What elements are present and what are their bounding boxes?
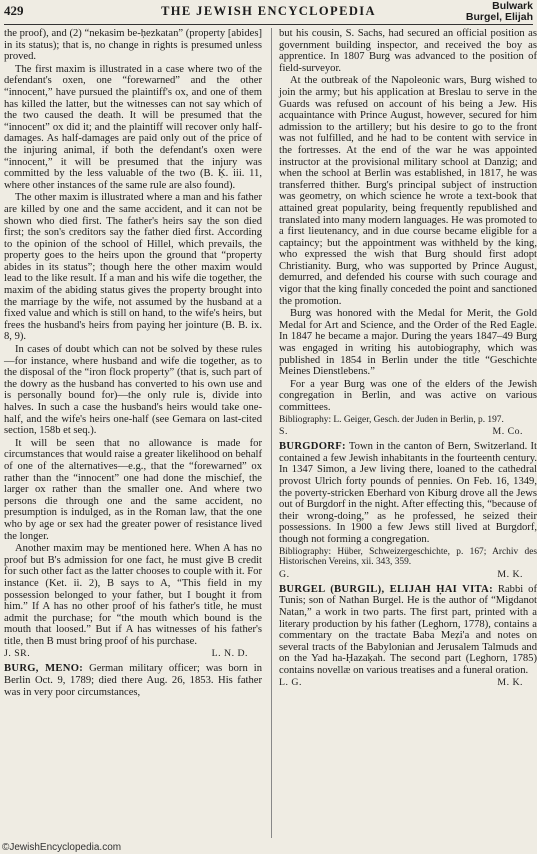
copyright-credit: ©JewishEncyclopedia.com — [2, 842, 122, 853]
page-number: 429 — [4, 3, 24, 18]
bibliography: Bibliography: Hüber, Schweizergeschichte, p. 167; Archiv des Historischen Vereins, xii. 343, 359. — [279, 546, 537, 568]
entry-heading: BURGEL (BURGIL), ELIJAH ḤAI VITA: — [279, 583, 493, 595]
left-column — [4, 28, 262, 699]
paragraph: Another maxim may be mentioned here. When A has no proof but B's admission for one fact, he must give B credit for such other fact as the latter chooses to couple with it. For instance (Ket. ii. 2), B says to A, “This field in my possession belonged to your father, but I bought it from him.” If A has no other proof of his father's title, he must admit the purchase; for “the mouth which bound is the mouth that loosed.” But if A has witnesses of his father's title, then B must bring proof of his purchase. — [4, 543, 262, 647]
paragraph: The other maxim is illustrated where a man and his father are killed by one and the same accident, and it can not be shown who died first. The father's heirs say the son died first; the son's creditors say the father died first. According to the opinion of the school of Hillel, which prevails, the property goes to the heirs upon the ground that “property abides in its status”; though here the other maxim would lead to the like result. If a man and his wife die together, the maxim of the abiding status gives the property brought into the marriage by the wife, not assumed by the husband at a fixed value and which is still on hand, to the wife's heirs, but frees the husband's heirs from paying her jointure (B. B. ix. 8, 9). — [4, 192, 262, 343]
signature-initials: L. G. — [279, 677, 302, 689]
signature-author: M. K. — [497, 677, 523, 689]
paragraph: Burg was honored with the Medal for Merit, the Gold Medal for Art and Science, and the Order of the Red Eagle. In 1847 he became a major. During the years 1847–49 Burg was engaged in writing his autobiography, which was published in 1854 in Berlin under the title “Geschichte Meines Dienstlebens.” — [279, 308, 537, 378]
right-column — [279, 28, 537, 692]
header-catchwords — [466, 1, 533, 22]
entry-text: German military officer; was born in Berlin Oct. 9, 1789; died there Aug. 26, 1853. His father was in very poor circumstances, — [4, 663, 263, 698]
entry-heading: BURG, MENO: — [4, 663, 84, 675]
entry-burgel — [279, 584, 537, 677]
paragraph: but his cousin, S. Sachs, had secured an official position as government building inspector, and received the boy as apprentice. In 1807 Burg was advanced to the position of field-surveyor. — [279, 28, 537, 74]
paragraph: In cases of doubt which can not be solved by these rules—for instance, where husband and wife die together, as to the disposal of the “iron flock property” (that is, such part of the dowry as the husband has converted to his own use and is personally bound for)—the only rule is, divide into halves. In such a case the husband's heirs would take one-half, and the wife's heirs one-half (see Gemara on last-cited section, 158b et seq.). — [4, 344, 262, 437]
entry-text: Rabbi of Tunis; son of Nathan Burgel. He is the author of “Migdanot Natan,” a work in two parts. The first part, printed with a literary production by his father (Leghorn, 1778), contains a commentary on the tractate Baba Meẓi'a and notes on several tracts of the Babylonian and Jerusalem Talmuds and on the Yad ha-Ḥazaḳah. The second part (Leghorn, 1785) contains novellæ on various treatises and a funeral oration. — [279, 583, 537, 676]
entry-burgdorf — [279, 441, 537, 545]
entry-heading: BURGDORF: — [279, 441, 346, 453]
signature-author: M. K. — [497, 568, 523, 580]
paragraph: the proof), and (2) “nekasim be-ḥezkatan” (property [abides] in its status); that is, no change in rights is presumed unless proved. — [4, 28, 262, 63]
running-title: THE JEWISH ENCYCLOPEDIA — [161, 4, 376, 18]
column-separator — [271, 28, 272, 838]
page-header — [4, 2, 533, 24]
entry-burg-meno — [4, 663, 262, 698]
signature-initials: S. — [279, 426, 288, 438]
author-signature — [279, 677, 537, 688]
author-signature — [279, 426, 537, 437]
signature-initials: G. — [279, 568, 290, 580]
catchword-last: Burgel, Elijah — [465, 10, 533, 23]
signature-author: L. N. D. — [211, 648, 248, 660]
paragraph: For a year Burg was one of the elders of the Jewish congregation in Berlin, and was active on various committees. — [279, 378, 537, 413]
paragraph: It will be seen that no allowance is made for circumstances that would raise a greater likelihood on behalf of one of the alternatives—e.g., that the “forewarned” ox rather than the “innocent” one had done the mischief, the larger ox rather than the smaller one. And where two persons die through one and the same accident, no presumption is indulged, as in the Roman law, that the one who by age or sex had the greater power of resistance lived the longer. — [4, 437, 262, 542]
bibliography: Bibliography: L. Geiger, Gesch. der Juden in Berlin, p. 197. — [279, 414, 504, 425]
paragraph: At the outbreak of the Napoleonic wars, Burg wished to join the army; but his application at Breslau to serve in the Guards was refused on account of his being a Jew. His acquaintance with Prince August, however, secured for him admission to the artillery; but his desire to go to the front was not fulfilled, and he had to be content with service in the fortresses. At the end of the war he was appointed instructor at the provisional military school at Danzig; and when the school at Berlin was established, in 1817, he was transferred thither. Burg's principal subject of instruction was geometry, on which science he wrote a text-book that attained great popularity, being frequently republished and translated into many modern languages. He was promoted to a first lieutenancy, and in due course became eligible for a captaincy; but the appointment was withheld by the king, who expressed the wish that Burg should first adopt Christianity. Burg, who was supported by Prince August, demurred, and defended his course with such courage and vigor that the king finally conceded the point and sanctioned the promotion. — [279, 75, 537, 307]
author-signature — [4, 648, 262, 659]
signature-author: M. Co. — [492, 426, 523, 438]
signature-initials: J. SR. — [4, 648, 31, 660]
catchword-first: Bulwark — [492, 0, 533, 12]
header-rule — [4, 24, 533, 25]
paragraph: The first maxim is illustrated in a case where two of the defendant's oxen, one “forewarned” and the other “innocent,” have pursued the plaintiff's ox, and one of them has killed the latter, but the witnesses can not say which of the two caused the death. It will be presumed that the “innocent” ox did it; and the plaintiff will recover only half-damages. As half-damages are paid only out of the price of the injuring animal, if both the defendant's oxen were “innocent,” it will be presumed that the injury was committed by the less valuable of the two (B. Ḳ. iii. 11, where other instances of the same rule are also found). — [4, 63, 262, 191]
entry-text: Town in the canton of Bern, Switzerland. It contained a few Jewish inhabitants in the fourteenth century. In 1347 Simon, a Jew living there, loaned to the cathedral provost Ulrich forty pounds of pennies. On Feb. 16, 1349, the poverty-stricken Eberhard von Kiburg drove all the Jews out of Burgdorf in the night. After effecting this, “because of their wrong-doing,” as he professed, he seized their possessions. In 1900 a few Jews still lived at Burgdorf, though not forming a congregation. — [279, 441, 537, 545]
author-signature — [279, 569, 537, 580]
